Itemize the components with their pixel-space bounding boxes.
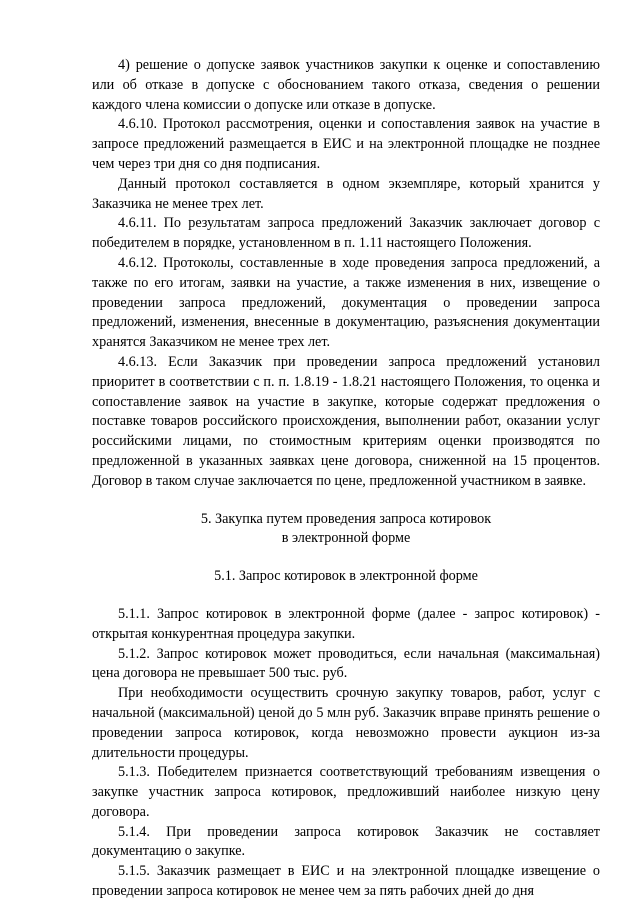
paragraph: При необходимости осуществить срочную закупку товаров, работ, услуг с начальной (максимальной) ценой до 5 млн руб. Заказчик вправе принять решение о проведении запроса котировок, когда невозможно провести аукцион из-за длительности процедуры. <box>92 685 600 761</box>
section-heading: в электронной форме <box>281 530 411 547</box>
document-body <box>92 56 600 902</box>
spacer <box>92 492 600 510</box>
paragraph: 4.6.13. Если Заказчик при проведении запроса предложений установил приоритет в соответствии с п. п. 1.8.19 - 1.8.21 настоящего Положения, то оценка и сопоставление заявок на участие в закупке, которые содержат предложения о поставке товаров российского происхождения, выполнении работ, оказании услуг российскими лицами, по стоимостным критериям оценки производятся по предложенной в указанных заявках цене договора, сниженной на 15 процентов. Договор в таком случае заключается по цене, предложенной участником в заявке. <box>92 353 600 489</box>
section-heading: 5. Закупка путем проведения запроса котировок <box>200 510 492 527</box>
paragraph: 4.6.11. По результатам запроса предложений Заказчик заключает договор с победителем в порядке, установленном в п. 1.11 настоящего Положения. <box>92 215 600 252</box>
paragraph: 5.1.1. Запрос котировок в электронной форме (далее - запрос котировок) - открытая конкурентная процедура закупки. <box>92 605 600 642</box>
paragraph: Данный протокол составляется в одном экземпляре, который хранится у Заказчика не менее трех лет. <box>92 175 600 212</box>
paragraph: 5.1.3. Победителем признается соответствующий требованиям извещения о закупке участник запроса котировок, предложивший наиболее низкую цену договора. <box>92 764 600 820</box>
paragraph: 4) решение о допуске заявок участников закупки к оценке и сопоставлению или об отказе в допуске с обоснованием такого отказа, сведения о решении каждого члена комиссии о допуске или отказе в допуске. <box>92 57 600 113</box>
paragraph: 5.1.4. При проведении запроса котировок Заказчик не составляет документацию о закупке. <box>92 823 600 860</box>
paragraph: 5.1.5. Заказчик размещает в ЕИС и на электронной площадке извещение о проведении запроса котировок не менее чем за пять рабочих дней до дня <box>92 863 600 900</box>
spacer <box>92 587 600 605</box>
spacer <box>92 549 600 567</box>
paragraph: 4.6.12. Протоколы, составленные в ходе проведения запроса предложений, а также по его итогам, заявки на участие, а также изменения в них, извещение о проведении запроса предложений, документация о проведении запроса предложений, изменения, внесенные в документацию, разъяснения документации хранятся Заказчиком не менее трех лет. <box>92 254 600 351</box>
section-heading: 5.1. Запрос котировок в электронной форме <box>214 568 478 585</box>
paragraph: 5.1.2. Запрос котировок может проводиться, если начальная (максимальная) цена договора не превышает 500 тыс. руб. <box>92 645 600 682</box>
paragraph: 4.6.10. Протокол рассмотрения, оценки и сопоставления заявок на участие в запросе предложений размещается в ЕИС и на электронной площадке не позднее чем через три дня со дня подписания. <box>92 116 600 172</box>
